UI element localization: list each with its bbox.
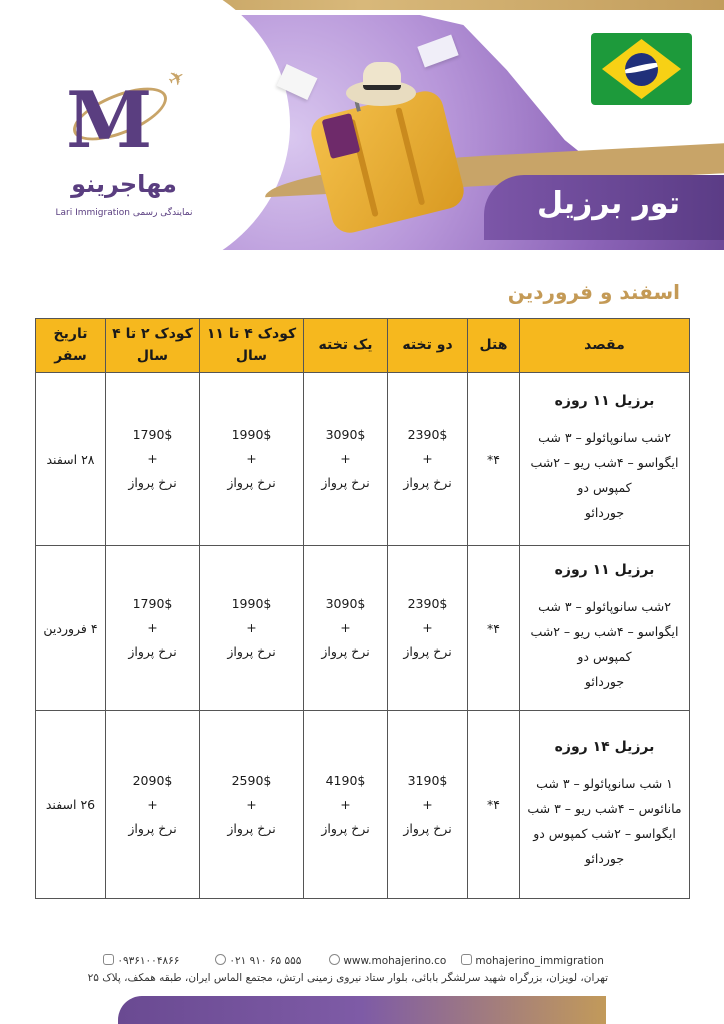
header-child-2-4: کودک ۲ تا ۴ سال [106, 319, 200, 373]
itinerary-line: ۲شب سانوپائولو – ۳ شب [538, 599, 671, 614]
child-4-11-price-cell [200, 546, 304, 711]
plus-sign: + [422, 620, 433, 635]
header-date: تاریخ سفر [36, 319, 106, 373]
child-2-4-price-cell [106, 373, 200, 546]
flight-fare-label: نرخ پرواز [227, 644, 276, 659]
header-single: یک تخته [304, 319, 388, 373]
footer-phone[interactable] [212, 954, 301, 967]
tour-price-table [35, 318, 690, 899]
child-2-4-price: 1790$ [132, 596, 173, 611]
flight-fare-label: نرخ پرواز [321, 475, 370, 490]
logo-m-icon: M [66, 75, 153, 166]
mobile-icon [103, 954, 114, 965]
footer-decorative-bar [118, 996, 606, 1024]
hotel-cell: ۴* [468, 711, 520, 899]
header-child-4-11: کودک ۴ تا ۱۱ سال [200, 319, 304, 373]
header-destination: مقصد [520, 319, 690, 373]
suitcase-icon [307, 87, 467, 236]
phone-icon [215, 954, 226, 965]
itinerary-line: کمپوس دو [577, 480, 632, 495]
plus-sign: + [246, 451, 257, 466]
brazil-flag-icon [591, 33, 692, 105]
double-price-cell [388, 546, 468, 711]
child-2-4-price-cell [106, 546, 200, 711]
footer-mobile[interactable] [100, 954, 179, 967]
flight-fare-label: نرخ پرواز [227, 820, 276, 836]
header-banner [0, 0, 724, 250]
luggage-illustration [300, 40, 470, 230]
destination-cell [520, 711, 690, 899]
plus-sign: + [340, 620, 351, 635]
itinerary-line: ایگواسو – ۴شب ریو – ۲شب [530, 455, 679, 470]
itinerary-line: مانائوس – ۴شب ریو – ۳ شب [527, 800, 682, 816]
double-price-cell [388, 373, 468, 546]
destination-cell [520, 546, 690, 711]
instagram-handle[interactable]: mohajerino_immigration [475, 955, 604, 967]
plus-sign: + [422, 451, 433, 466]
child-4-11-price: 1990$ [231, 596, 272, 611]
double-price: 2390$ [407, 596, 448, 611]
flight-fare-label: نرخ پرواز [321, 644, 370, 659]
double-price: 2390$ [407, 427, 448, 442]
single-price-cell [304, 546, 388, 711]
flight-fare-label: نرخ پرواز [227, 475, 276, 490]
airplane-icon: ✈ [163, 63, 190, 93]
itinerary-line: جوردائو [584, 505, 625, 520]
flag-band [625, 61, 658, 76]
globe-icon [329, 954, 340, 965]
plus-sign: + [422, 796, 433, 812]
footer-contacts [100, 954, 620, 970]
plus-sign: + [340, 796, 351, 812]
section-title: اسفند و فروردین [507, 280, 680, 304]
header-hotel: هتل [468, 319, 520, 373]
flight-fare-label: نرخ پرواز [403, 820, 452, 836]
itinerary-line: ۲شب سانوپائولو – ۳ شب [538, 430, 671, 445]
footer-address: تهران، لویزان، بزرگراه شهید سرلشگر بابائی، بلوار ستاد نیروی زمینی ارتش، مجتمع الماس ایران، طبقه همکف، پلاک ۲۵ [87, 972, 608, 984]
plus-sign: + [147, 451, 158, 466]
child-2-4-price: 1790$ [132, 427, 173, 442]
footer-website[interactable] [326, 954, 446, 967]
destination-title: برزیل ۱۴ روزه [554, 738, 655, 755]
single-price: 4190$ [325, 772, 366, 788]
flight-fare-label: نرخ پرواز [128, 820, 177, 836]
itinerary-line: جوردائو [584, 674, 625, 689]
hat-icon [363, 62, 401, 90]
single-price-cell [304, 373, 388, 546]
page-title: تور برزیل [536, 186, 680, 221]
header-double: دو تخته [388, 319, 468, 373]
flight-fare-label: نرخ پرواز [321, 820, 370, 836]
child-4-11-price: 2590$ [231, 772, 272, 788]
footer-instagram[interactable] [458, 954, 604, 967]
single-price: 3090$ [325, 427, 366, 442]
plus-sign: + [246, 796, 257, 812]
table-row [36, 711, 690, 899]
double-price-cell [388, 711, 468, 899]
itinerary-line: جوردائو [584, 850, 625, 866]
table-row [36, 546, 690, 711]
plus-sign: + [246, 620, 257, 635]
plus-sign: + [147, 620, 158, 635]
instagram-icon [461, 954, 472, 965]
flight-fare-label: نرخ پرواز [128, 644, 177, 659]
destination-title: برزیل ۱۱ روزه [554, 562, 655, 578]
itinerary-line: کمپوس دو [577, 649, 632, 664]
phone-number: ۰۲۱ ۹۱۰ ۶۵ ۵۵۵ [229, 955, 302, 967]
hotel-cell: ۴* [468, 373, 520, 546]
itinerary-line: ۱ شب سانوپائولو – ۳ شب [536, 775, 673, 791]
destination-cell [520, 373, 690, 546]
company-logo [44, 63, 204, 222]
itinerary-line: ایگواسو – ۲شب کمپوس دو [533, 825, 676, 841]
flight-fare-label: نرخ پرواز [403, 475, 452, 490]
ticket-icon [417, 35, 458, 68]
suitcase-rib [395, 107, 425, 205]
child-2-4-price-cell [106, 711, 200, 899]
logo-name: مهاجرینو [71, 170, 177, 198]
plus-sign: + [147, 796, 158, 812]
travel-date-cell: ۲۸ اسفند [36, 373, 106, 546]
flight-fare-label: نرخ پرواز [128, 475, 177, 490]
table-row [36, 373, 690, 546]
flag-globe [625, 53, 658, 86]
child-4-11-price: 1990$ [231, 427, 272, 442]
logo-subtitle: Lari Immigration نمایندگی رسمی [55, 208, 193, 218]
destination-title: برزیل ۱۱ روزه [554, 393, 655, 409]
plus-sign: + [340, 451, 351, 466]
double-price: 3190$ [407, 772, 448, 788]
child-4-11-price-cell [200, 373, 304, 546]
mobile-number: ۰۹۳۶۱۰۰۴۸۶۶ [117, 955, 180, 967]
flight-fare-label: نرخ پرواز [403, 644, 452, 659]
single-price-cell [304, 711, 388, 899]
travel-date-cell: ۴ فروردین [36, 546, 106, 711]
hotel-cell: ۴* [468, 546, 520, 711]
website-link[interactable]: www.mohajerino.co [343, 955, 447, 967]
itinerary-line: ایگواسو – ۴شب ریو – ۲شب [530, 624, 679, 639]
child-4-11-price-cell [200, 711, 304, 899]
single-price: 3090$ [325, 596, 366, 611]
table-header-row [36, 319, 690, 373]
travel-date-cell: ۲6 اسفند [36, 711, 106, 899]
child-2-4-price: 2090$ [132, 772, 173, 788]
